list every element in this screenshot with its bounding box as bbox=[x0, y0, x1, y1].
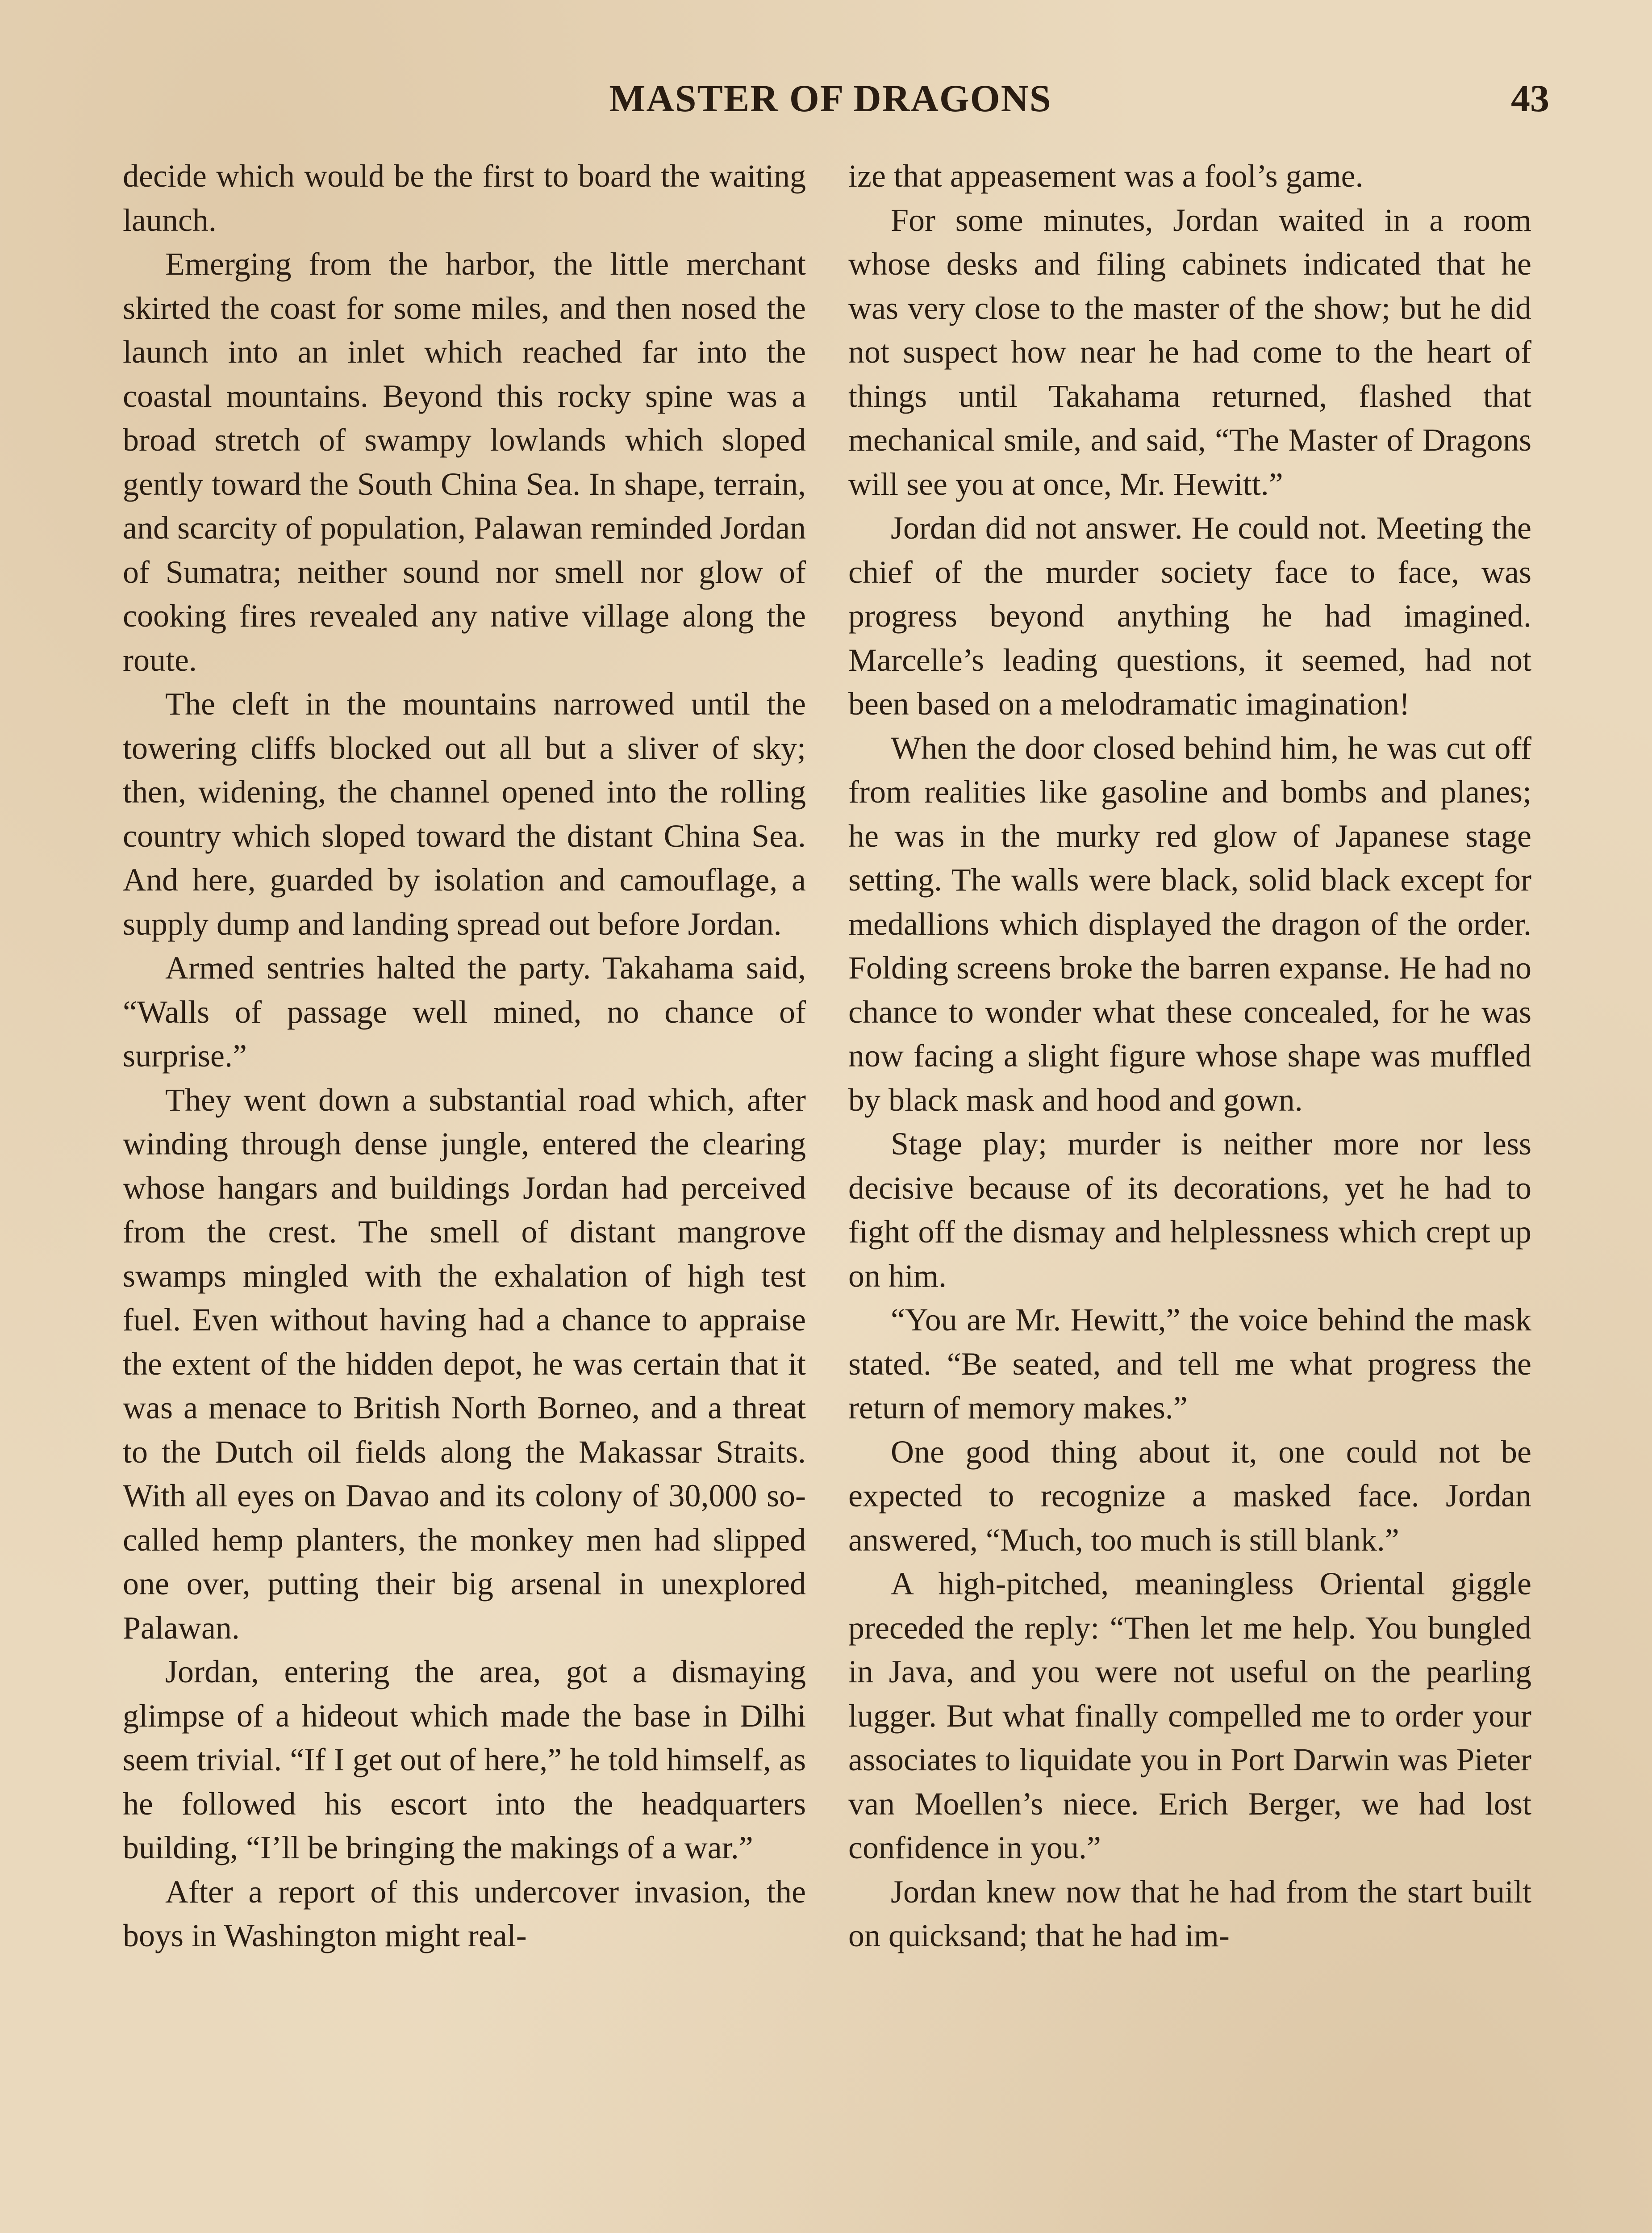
paragraph: “You are Mr. Hewitt,” the voice behind the mask stated. “Be seated, and tell me what progress the return of memory makes.” bbox=[848, 1302, 1531, 1426]
paragraph: ize that appeasement was a fool’s game. bbox=[848, 158, 1364, 194]
paragraph: One good thing about it, one could not be expected to recognize a masked face. Jordan answered, “Much, too much is still blank.” bbox=[848, 1434, 1531, 1558]
paragraph: After a report of this undercover invasion, the boys in Washington might real- bbox=[123, 1873, 806, 1953]
right-column bbox=[848, 154, 1531, 1958]
paragraph: Jordan knew now that he had from the start built on quicksand; that he had im- bbox=[848, 1873, 1531, 1953]
page-number: 43 bbox=[1511, 77, 1549, 120]
paragraph: A high-pitched, meaningless Oriental giggle preceded the reply: “Then let me help. You bungled in Java, and you were not useful on the pearling lugger. But what finally compelled me to order your associates to liquidate you in Port Darwin was Pieter van Moellen’s niece. Erich Berger, we had lost confidence in you.” bbox=[848, 1566, 1531, 1865]
running-title: MASTER OF DRAGONS bbox=[609, 77, 1052, 120]
running-head bbox=[121, 76, 1549, 130]
paragraph: Jordan did not answer. He could not. Meeting the chief of the murder society face to face, was progress beyond anything he had imagined. Marcelle’s leading questions, it seemed, had not been based on a melodramatic imagination! bbox=[848, 510, 1531, 722]
paragraph: They went down a substantial road which, after winding through dense jungle, entered the clearing whose hangars and buildings Jordan had perceived from the crest. The smell of distant mangrove swamps mingled with the exhalation of high test fuel. Even without having had a chance to appraise the extent of the hidden depot, he was certain that it was a menace to British North Borneo, and a threat to the Dutch oil fields along the Makassar Straits. With all eyes on Davao and its colony of 30,000 so-called hemp planters, the monkey men had slipped one over, putting their big arsenal in unexplored Palawan. bbox=[123, 1082, 806, 1646]
paragraph: When the door closed behind him, he was cut off from realities like gasoline and bombs and planes; he was in the murky red glow of Japanese stage setting. The walls were black, solid black except for medallions which displayed the dragon of the order. Folding screens broke the barren expanse. He had no chance to wonder what these concealed, for he was now facing a slight figure whose shape was muffled by black mask and hood and gown. bbox=[848, 730, 1531, 1118]
paragraph: For some minutes, Jordan waited in a room whose desks and filing cabinets indicated that he was very close to the master of the show; but he did not suspect how near he had come to the heart of things until Takahama returned, flashed that mechanical smile, and said, “The Master of Dragons will see you at once, Mr. Hewitt.” bbox=[848, 202, 1531, 502]
paragraph: Jordan, entering the area, got a dismaying glimpse of a hideout which made the base in Dilhi seem trivial. “If I get out of here,” he told himself, as he followed his escort into the headquarters building, “I’ll be bringing the makings of a war.” bbox=[123, 1654, 806, 1865]
left-column bbox=[123, 154, 806, 1958]
paragraph: Stage play; murder is neither more nor less decisive because of its decorations, yet he had to fight off the dismay and helplessness which crept up on him. bbox=[848, 1126, 1531, 1294]
paragraph: Emerging from the harbor, the little merchant skirted the coast for some miles, and then nosed the launch into an inlet which reached far into the coastal mountains. Beyond this rocky spine was a broad stretch of swampy lowlands which sloped gently toward the South China Sea. In shape, terrain, and scarcity of population, Palawan reminded Jordan of Sumatra; neither sound nor smell nor glow of cooking fires revealed any native village along the route. bbox=[123, 246, 806, 678]
paragraph: Armed sentries halted the party. Takahama said, “Walls of passage well mined, no chance of surprise.” bbox=[123, 950, 806, 1074]
paragraph: decide which would be the first to board the waiting launch. bbox=[123, 158, 806, 238]
paragraph: The cleft in the mountains narrowed until the towering cliffs blocked out all but a sliver of sky; then, widening, the channel opened into the rolling country which sloped toward the distant China Sea. And here, guarded by isolation and camouflage, a supply dump and landing spread out before Jordan. bbox=[123, 686, 806, 942]
